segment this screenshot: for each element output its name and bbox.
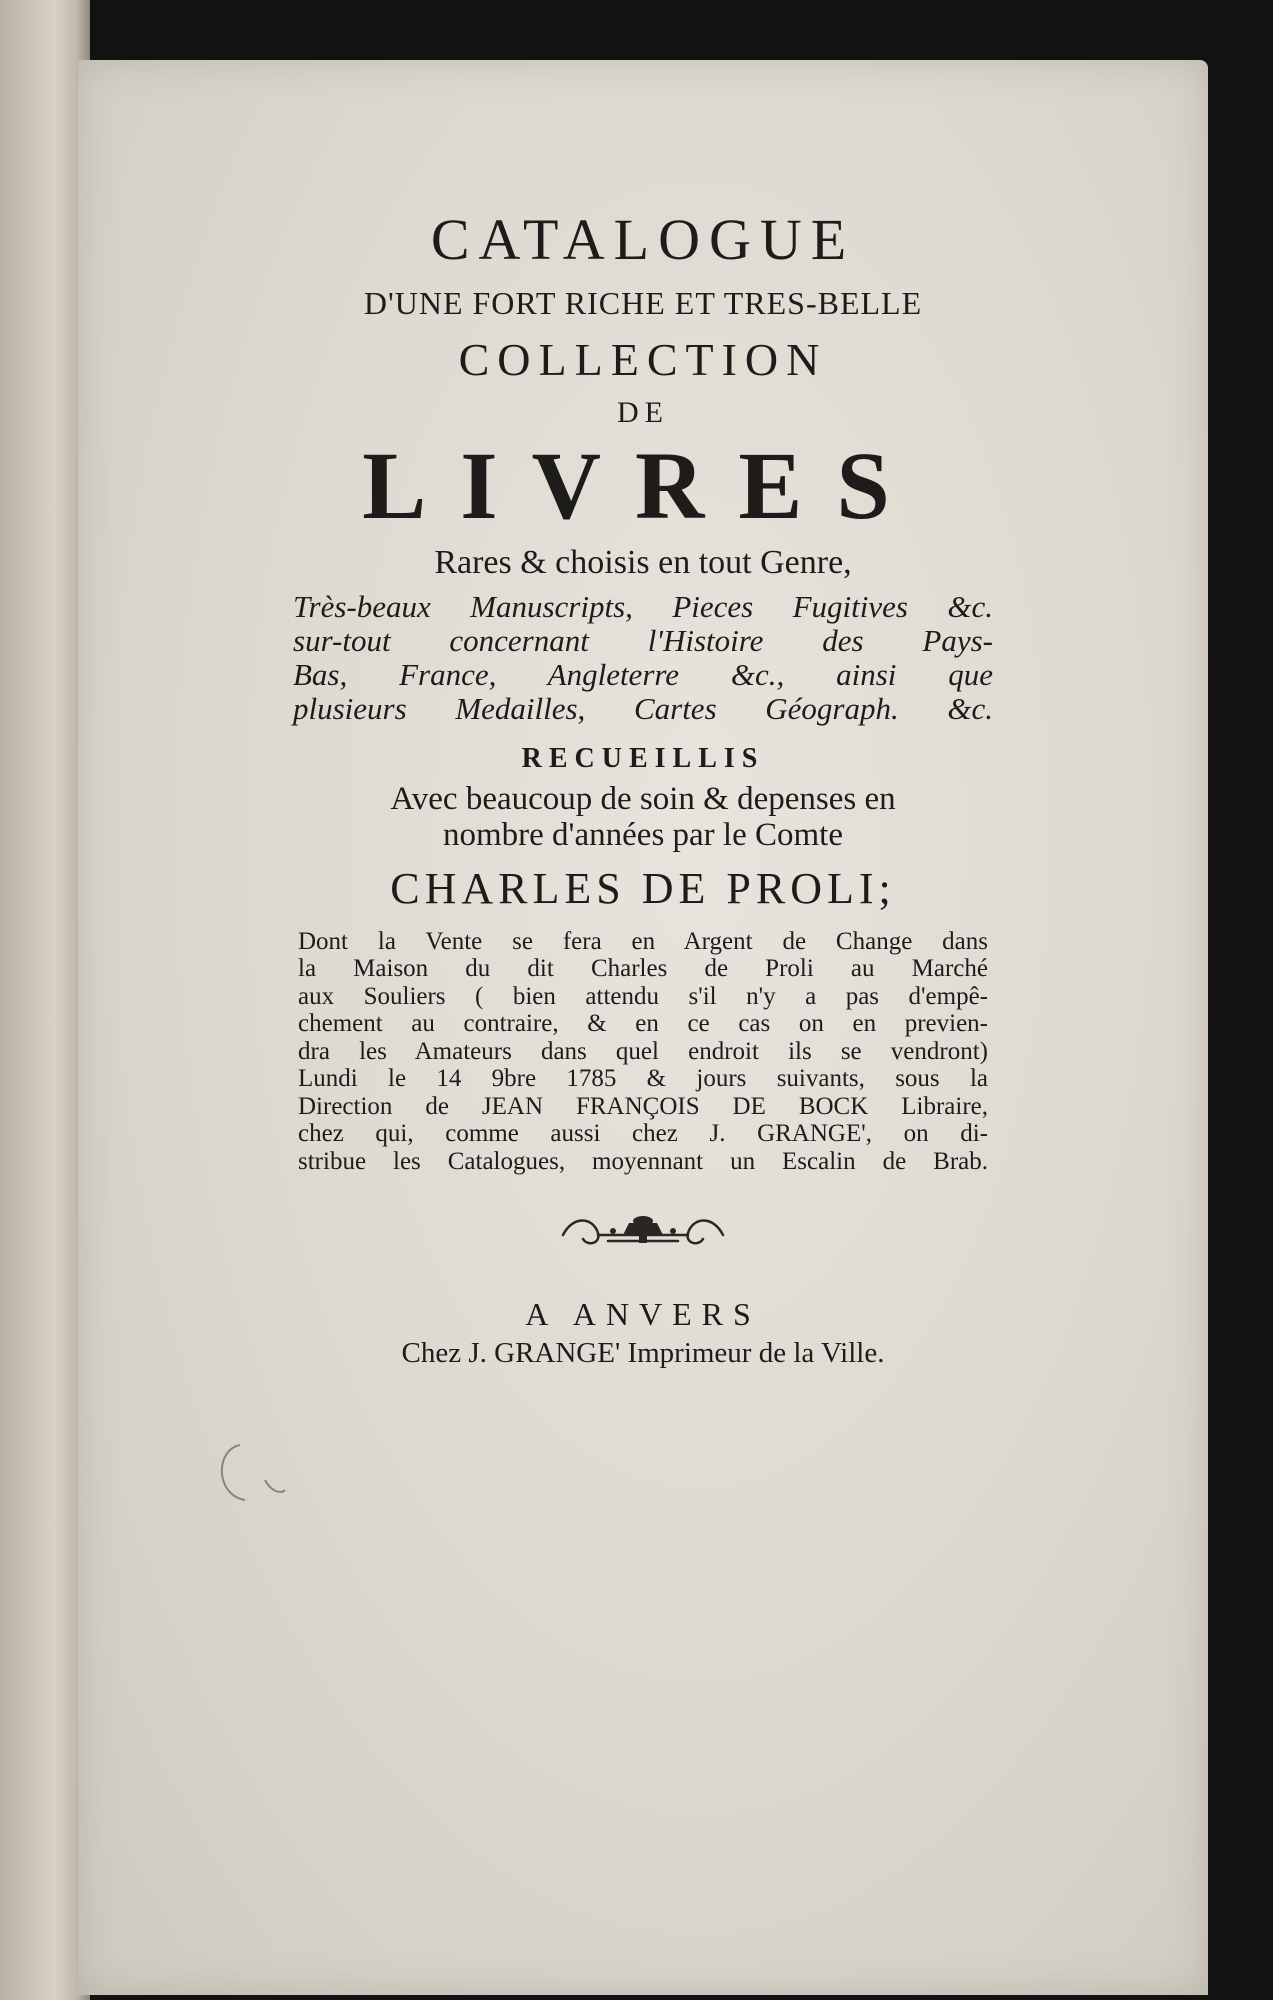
italic-line: Très-beaux Manuscripts, Pieces Fugitives &c.	[293, 588, 993, 624]
sale-line: dra les Amateurs dans quel endroit ils se vendront)	[298, 1037, 988, 1065]
sale-line: Direction de JEAN FRANÇOIS DE BOCK Libraire,	[298, 1092, 988, 1120]
avec-line: nombre d'années par le Comte	[443, 817, 843, 854]
sale-line: chement au contraire, & en ce cas on en previen-	[298, 1010, 988, 1038]
printer-imprint: Chez J. GRANGE' Imprimeur de la Ville.	[401, 1337, 885, 1370]
catalogue-heading: CATALOGUE	[430, 207, 856, 272]
avec-line: Avec beaucoup de soin & depenses en	[390, 780, 896, 817]
sale-line: chez qui, comme aussi chez J. GRANGE', on di-	[298, 1120, 988, 1148]
sale-details	[298, 928, 988, 1176]
collector-name: CHARLES DE PROLI;	[390, 864, 896, 914]
printers-ornament-icon	[553, 1205, 733, 1255]
subheading: D'UNE FORT RICHE ET TRES-BELLE	[363, 284, 923, 321]
italic-line: sur-tout concernant l'Histoire des Pays-	[293, 622, 993, 658]
livres-heading: LIVRES	[362, 431, 924, 539]
rares-line: Rares & choisis en tout Genre,	[434, 544, 852, 582]
recueillis-heading: RECUEILLIS	[521, 742, 765, 774]
sale-line: stribue les Catalogues, moyennant un Escalin de Brab.	[298, 1147, 988, 1175]
collector-description	[78, 781, 1208, 854]
italic-line: Bas, France, Angleterre &c., ainsi que	[293, 656, 993, 692]
place-of-printing: A ANVERS	[525, 1296, 761, 1333]
title-page-text	[78, 60, 1208, 1370]
sale-line: Lundi le 14 9bre 1785 & jours suivants, sous la	[298, 1065, 988, 1093]
de-word: DE	[617, 395, 669, 429]
italic-line: plusieurs Medailles, Cartes Géograph. &c.	[293, 690, 993, 726]
description-italic	[293, 590, 993, 726]
collection-heading: COLLECTION	[458, 333, 828, 385]
sale-line: la Maison du dit Charles de Proli au Marché	[298, 955, 988, 983]
book-spine-edge	[0, 0, 90, 2000]
pencil-mark-icon	[210, 1440, 290, 1510]
sale-line: aux Souliers ( bien attendu s'il n'y a pas d'empê-	[298, 982, 988, 1010]
sale-line: Dont la Vente se fera en Argent de Change dans	[298, 927, 988, 955]
